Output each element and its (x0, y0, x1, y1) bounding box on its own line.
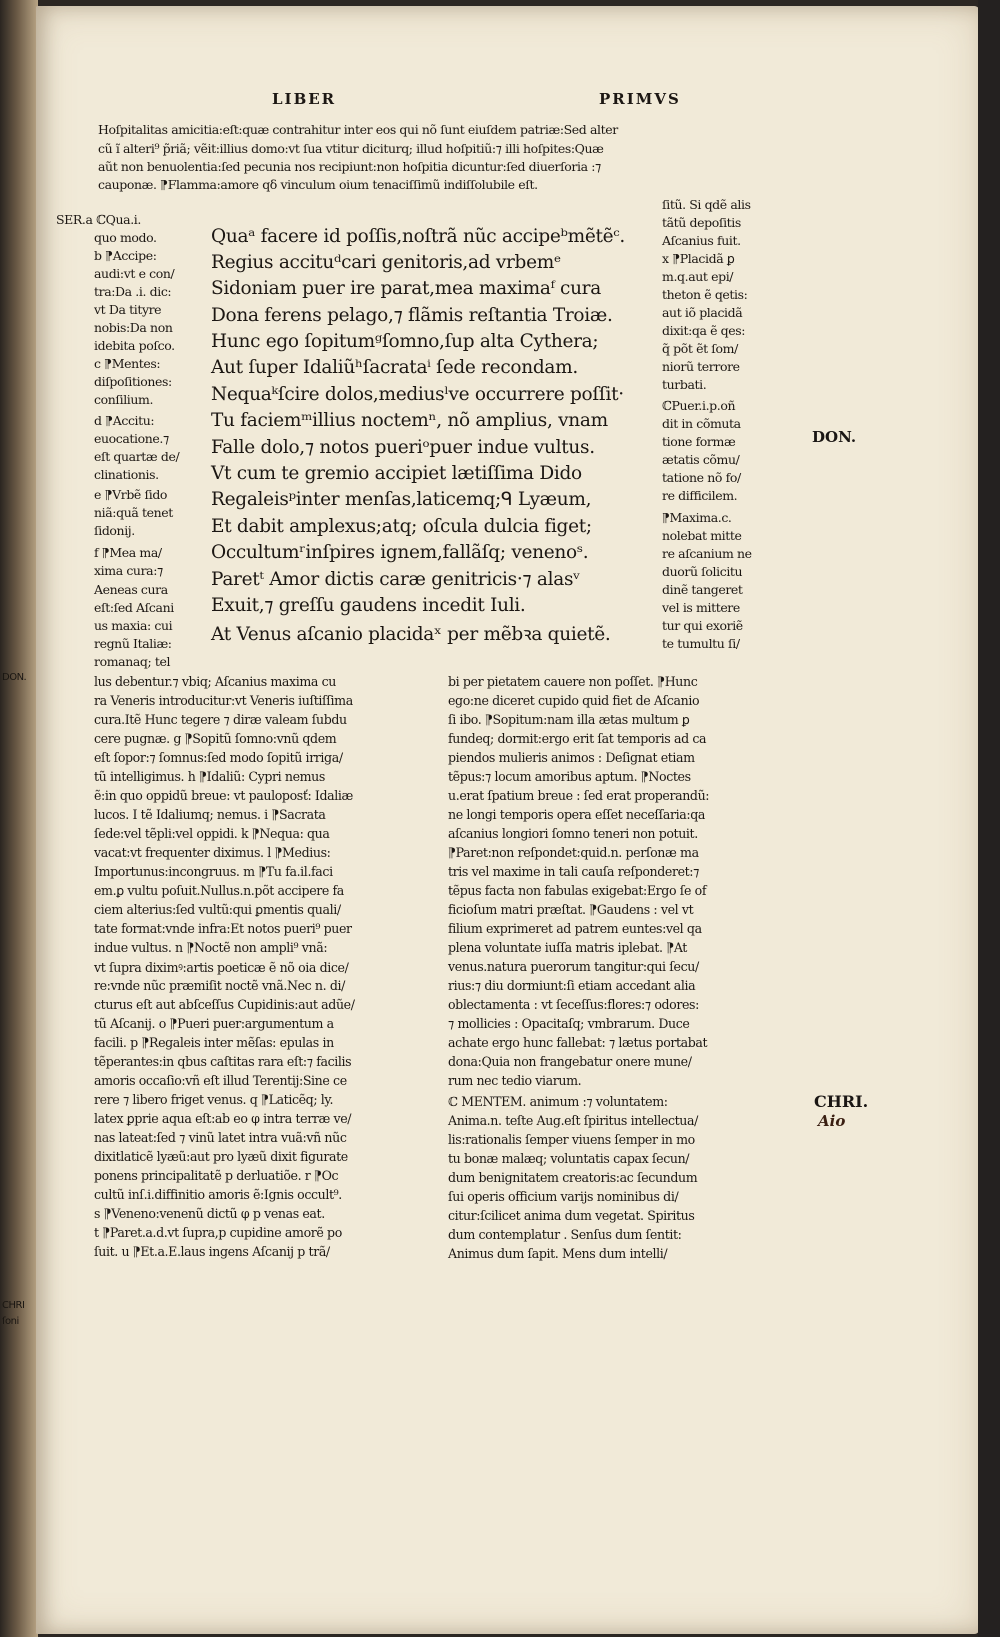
gutter-note: CHRI (2, 1300, 25, 1311)
commentary-line: dona:Quia non frangebatur onere mune/ (448, 1054, 692, 1069)
commentary-line: lucos. I tẽ Idaliumq; nemus. i ⁋Sacrata (94, 807, 326, 822)
commentary-line: Importunus:incongruus. m ⁋Tu fa.il.faci (94, 864, 333, 879)
gloss-line: vel is mittere (662, 600, 740, 615)
verse-line: Et dabit amplexus;atq; oſcula dulcia figet; (211, 516, 592, 537)
verse-line: Hunc ego ſopitumᵍſomno,ſup alta Cythera; (211, 331, 599, 352)
commentary-line: tris vel maxime in tali cauſa reſponderet:⁊ (448, 864, 700, 879)
margin-handwritten-note: Aio (818, 1112, 846, 1130)
gloss-line: tra:Da .i. dic: (94, 284, 172, 299)
gloss-line: xima cura:⁊ (94, 563, 163, 578)
page-content (36, 0, 980, 1637)
gloss-line: c ⁋Mentes: (94, 356, 161, 371)
commentary-line: Anima.n. teſte Aug.eſt ſpiritus intellectua/ (448, 1113, 698, 1128)
verse-line: Sidoniam puer ire parat,mea maximaᶠ cura (211, 278, 601, 299)
commentary-line: ſi ibo. ⁋Sopitum:nam illa ætas multum ꝑ (448, 712, 690, 727)
commentary-line: ne longi temporis opera eſſet neceſſaria:qa (448, 807, 705, 822)
commentary-line: ego:ne diceret cupido quid fiet de Aſcanio (448, 693, 700, 708)
commentary-line: ſuit. u ⁋Et.a.E.laus ingens Aſcanij p trã/ (94, 1244, 330, 1259)
commentary-line: tũ Aſcanij. o ⁋Pueri puer:argumentum a (94, 1016, 334, 1031)
commentary-line: tẽperantes:in qbus caſtitas rara eſt:⁊ facilis (94, 1054, 352, 1069)
commentary-line: nas lateat:ſed ⁊ vinũ latet intra vuã:vñ nũc (94, 1130, 347, 1145)
verse-line: Quaᵃ facere id poſſis,noſtrã nũc accipeᵇmẽtẽᶜ. (211, 226, 625, 247)
commentary-line: indue vultus. n ⁋Noctẽ non ampli⁹ vnã: (94, 940, 328, 955)
gloss-line: ſitũ. Si qdẽ alis (662, 197, 751, 212)
verse-line: Regaleisᵖinter menſas,laticemq;ᑫ Lyæum, (211, 489, 592, 510)
commentary-line: cturus eſt aut abſceſſus Cupidinis:aut adũe/ (94, 997, 355, 1012)
gloss-line: m.q.aut epi/ (662, 269, 734, 284)
commentary-line: ponens principalitatẽ p derluatiõe. r ⁋Oc (94, 1168, 339, 1183)
gloss-line: diſpoſitiones: (94, 374, 172, 389)
commentary-line: bi per pietatem cauere non poſſet. ⁋Hunc (448, 674, 698, 689)
commentary-line: em.ꝑ vultu poſuit.Nullus.n.põt accipere fa (94, 883, 344, 898)
verse-line: Nequaᵏſcire dolos,mediusˡve occurrere poſſit· (211, 384, 624, 405)
commentary-line: ciem alterius:ſed vultũ:qui ꝑmentis quali/ (94, 902, 341, 917)
gloss-line: regnũ Italiæ: (94, 636, 172, 651)
gloss-line: eſt quartæ de/ (94, 449, 180, 464)
commentary-line: cauponæ. ⁋Flamma:amore qδ vinculum oium tenaciſſimũ indiſſolubile eſt. (98, 177, 538, 192)
commentary-line: dixitlaticẽ lyæũ:aut pro lyæũ dixit figurate (94, 1149, 348, 1164)
verse-line: Exuit,⁊ greſſu gaudens incedit Iuli. (211, 595, 526, 616)
gloss-line: vt Da tityre (94, 302, 162, 317)
gloss-line: tãtũ depoſitis (662, 215, 741, 230)
commentary-line: ra Veneris introducitur:vt Veneris iuſtiſſima (94, 693, 353, 708)
commentary-line: cura.Itẽ Hunc tegere ⁊ diræ valeam ſubdu (94, 712, 347, 727)
commentary-line: vt ſupra diximꝰ:artis poeticæ ẽ nõ oia dice/ (94, 960, 349, 975)
gloss-line: audi:vt e con/ (94, 266, 175, 281)
commentary-line: tu bonæ malæq; voluntatis capax ſecun/ (448, 1151, 690, 1166)
commentary-line: citur:ſcilicet anima dum vegetat. Spiritus (448, 1208, 695, 1223)
commentary-line: eſt ſopor:⁊ ſomnus:ſed modo ſopitũ irriga/ (94, 750, 343, 765)
gutter-note: DON. (2, 672, 27, 683)
commentary-line: u.erat ſpatium breue : ſed erat properandũ: (448, 788, 710, 803)
gloss-line: theton ẽ qetis: (662, 287, 748, 302)
commentary-line: facili. p ⁋Regaleis inter mẽſas: epulas in (94, 1035, 334, 1050)
gloss-line: aut iõ placidã (662, 305, 743, 320)
commentary-line: t ⁋Paret.a.d.vt ſupra,p cupidine amorẽ po (94, 1225, 342, 1240)
verse-line: At Venus aſcanio placidaˣ per mẽbꝛa quietẽ. (211, 624, 611, 645)
commentary-line: rius:⁊ diu dormiunt:ſi etiam accedant alia (448, 978, 696, 993)
commentary-line: aſcanius longiori ſomno teneri non potuit. (448, 826, 698, 841)
gloss-line: SER.a ℂQua.i. (56, 212, 141, 227)
commentary-line: lus debentur.⁊ vbiq; Aſcanius maxima cu (94, 674, 336, 689)
commentary-line: Animus dum ſapit. Mens dum intelli/ (448, 1246, 668, 1261)
commentary-line: vacat:vt frequenter diximus. l ⁋Medius: (94, 845, 331, 860)
commentary-line: tũ intelligimus. h ⁋Idaliũ: Cypri nemus (94, 769, 325, 784)
commentary-line: dum contemplatur . Senſus dum ſentit: (448, 1227, 682, 1242)
margin-note-chri: CHRI. (814, 1092, 869, 1111)
gloss-line: d ⁋Accitu: (94, 413, 155, 428)
gloss-line: dixit:qa ẽ qes: (662, 323, 746, 338)
gloss-line: tione formæ (662, 434, 736, 449)
commentary-line: cere pugnæ. g ⁋Sopitũ ſomno:vnũ qdem (94, 731, 337, 746)
commentary-line: cultũ inſ.i.diffinitio amoris ẽ:Ignis occult⁹. (94, 1187, 342, 1202)
commentary-line: Hoſpitalitas amicitia:eſt:quæ contrahitur inter eos qui nõ ſunt eiuſdem patriæ:Sed alter (98, 122, 618, 137)
commentary-line: filium exprimeret ad patrem euntes:vel qa (448, 921, 702, 936)
verse-line: Falle dolo,⁊ notos pueriᵒpuer indue vultus. (211, 437, 595, 458)
verse-line: Tu faciemᵐillius noctemⁿ, nõ amplius, vnam (211, 410, 608, 431)
gloss-line: romanaq; tel (94, 654, 171, 669)
gloss-line: Aeneas cura (94, 582, 168, 597)
commentary-line: tate format:vnde infra:Et notos pueri⁹ puer (94, 921, 352, 936)
gloss-line: Aſcanius fuit. (662, 233, 741, 248)
verse-line: Dona ferens pelago,⁊ flãmis reſtantia Troiæ. (211, 305, 613, 326)
commentary-line: ⁋Paret:non reſpondet:quid.n. perſonæ ma (448, 845, 699, 860)
gloss-line: re aſcanium ne (662, 546, 752, 561)
commentary-line: ſui operis officium varijs nominibus di/ (448, 1189, 679, 1204)
verse-line: Regius accituᵈcari genitoris,ad vrbemᵉ (211, 252, 561, 273)
gloss-line: dit in cõmuta (662, 416, 741, 431)
verse-line: Occultumʳinſpires ignem,fallãſq; venenoˢ. (211, 542, 589, 563)
gloss-line: te tumultu ſi/ (662, 636, 740, 651)
commentary-line: ẽ:in quo oppidũ breue: vt pauloposť: Idaliæ (94, 788, 353, 803)
gloss-line: niorũ terrore (662, 359, 740, 374)
gloss-line: tur qui exoriẽ (662, 618, 743, 633)
running-head-right: PRIMVS (599, 90, 681, 108)
gloss-line: duorũ ſolicitu (662, 564, 743, 579)
gloss-line: conſilium. (94, 392, 154, 407)
commentary-line: plena voluntate iuſſa matris iplebat. ⁋At (448, 940, 687, 955)
commentary-line: venus.natura puerorum tangitur:qui ſecu/ (448, 959, 699, 974)
margin-note-don: DON. (812, 428, 857, 446)
gloss-line: x ⁋Placidã ꝑ (662, 251, 735, 266)
commentary-line: rere ⁊ libero friget venus. q ⁋Laticẽq; ly. (94, 1092, 334, 1107)
commentary-line: oblectamenta : vt ſeceſſus:flores:⁊ odores: (448, 997, 699, 1012)
commentary-line: amoris occaſio:vñ eſt illud Terentij:Sine ce (94, 1073, 347, 1088)
gloss-line: ℂPuer.i.p.oñ (662, 398, 736, 413)
commentary-line: ℂ MENTEM. animum :⁊ voluntatem: (448, 1094, 668, 1109)
gloss-line: ætatis cõmu/ (662, 452, 740, 467)
binding-gutter (0, 0, 38, 1637)
gloss-line: turbati. (662, 377, 707, 392)
gloss-line: e ⁋Vrbẽ ſido (94, 487, 168, 502)
gloss-line: tatione nõ fo/ (662, 470, 741, 485)
commentary-line: dum benignitatem creatoris:ac ſecundum (448, 1170, 698, 1185)
commentary-line: s ⁋Veneno:venenũ dictũ φ p venas eat. (94, 1206, 325, 1221)
gutter-note: ſoni (2, 1316, 19, 1327)
commentary-line: ficioſum matri præſtat. ⁋Gaudens : vel vt (448, 902, 694, 917)
gloss-line: clinationis. (94, 467, 159, 482)
commentary-line: achate ergo hunc fallebat: ⁊ lætus portabat (448, 1035, 708, 1050)
commentary-line: aũt non benuolentia:ſed pecunia nos recipiunt:non hoſpitia dicuntur:ſed diuerſoria :⁊ (98, 159, 601, 174)
commentary-line: lis:rationalis ſemper viuens ſemper in mo (448, 1132, 695, 1147)
commentary-line: ſede:vel tẽpli:vel oppidi. k ⁋Nequa: qua (94, 826, 330, 841)
gloss-line: eſt:ſed Aſcani (94, 600, 174, 615)
gloss-line: ſidonij. (94, 523, 135, 538)
commentary-line: tẽpus:⁊ locum amoribus aptum. ⁋Noctes (448, 769, 691, 784)
gloss-line: euocatione.⁊ (94, 431, 169, 446)
commentary-line: piendos mulieris animos : Deſignat etiam (448, 750, 695, 765)
commentary-line: re:vnde nũc præmiſit noctẽ vnã.Nec n. di/ (94, 978, 345, 993)
commentary-line: fundeq; dormit:ergo erit ſat temporis ad ca (448, 731, 707, 746)
gloss-line: nolebat mitte (662, 528, 742, 543)
gloss-line: nobis:Da non (94, 320, 173, 335)
gloss-line: f ⁋Mea ma/ (94, 545, 162, 560)
gloss-line: q̃ põt ẽt ſom/ (662, 341, 738, 356)
gloss-line: niã:quã tenet (94, 505, 173, 520)
verse-line: Aut ſuper Idaliũʰſacrataⁱ ſede recondam. (211, 357, 578, 378)
gloss-line: idebita poſco. (94, 338, 175, 353)
running-head-left: LIBER (272, 90, 337, 108)
commentary-line: latex ꝑprie aqua eſt:ab eo φ intra terræ ve/ (94, 1111, 352, 1126)
commentary-line: tẽpus facta non fabulas exigebat:Ergo ſe of (448, 883, 707, 898)
commentary-line: cũ ĩ alteri⁹ p̃riã; vẽit:illius domo:vt ſua vtitur diciturq; illud hoſpitiũ:⁊ illi hoſpites:Quæ (98, 141, 604, 156)
gloss-line: dinẽ tangeret (662, 582, 743, 597)
commentary-line: rum nec tedio viarum. (448, 1073, 582, 1088)
commentary-line: ⁊ mollicies : Opacitaſq; vmbrarum. Duce (448, 1016, 690, 1031)
gloss-line: b ⁋Accipe: (94, 248, 157, 263)
gloss-line: ⁋Maxima.c. (662, 510, 732, 525)
gloss-line: us maxia: cui (94, 618, 173, 633)
gloss-line: re difficilem. (662, 488, 738, 503)
gloss-line: quo modo. (94, 230, 157, 245)
page-edge-shadow (978, 0, 1000, 1637)
verse-line: Paretᵗ Amor dictis caræ genitricis·⁊ alasᵛ (211, 569, 580, 590)
verse-line: Vt cum te gremio accipiet lætiſſima Dido (211, 463, 582, 484)
